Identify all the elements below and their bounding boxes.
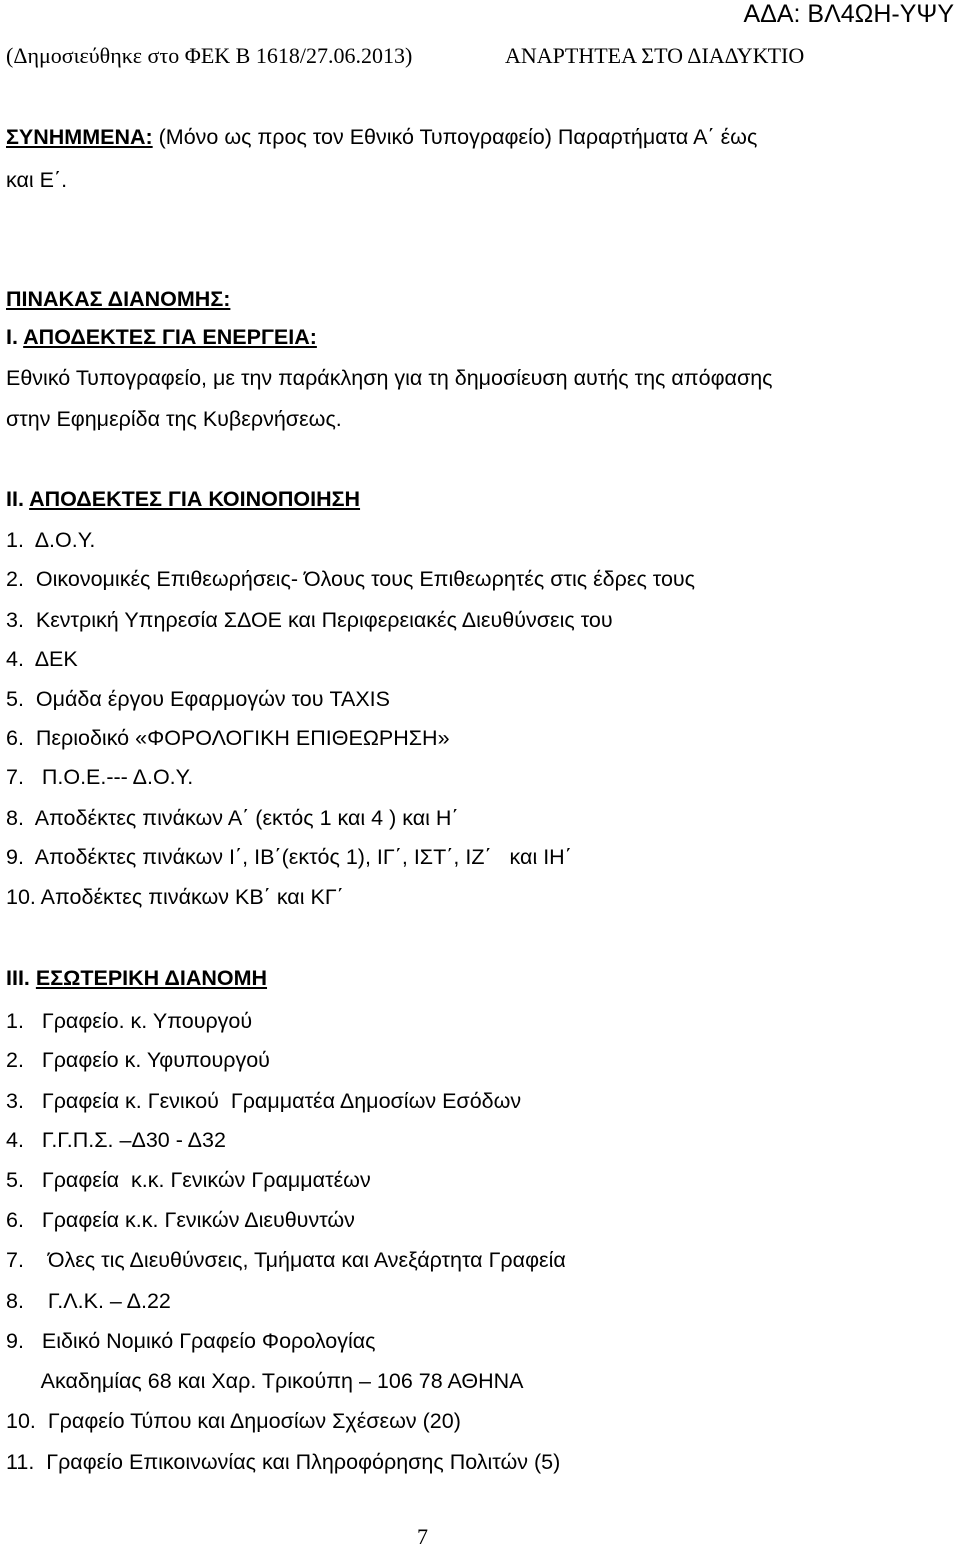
list-item: 8. Γ.Λ.Κ. – Δ.22 [6,1289,171,1313]
list-item: 10. Αποδέκτες πινάκων ΚΒ΄ και ΚΓ΄ [6,885,344,909]
section-1-heading [6,325,317,350]
list-item: 9. Ειδικό Νομικό Γραφείο Φορολογίας [6,1329,376,1353]
list-item: 11. Γραφείο Επικοινωνίας και Πληροφόρησης Πολιτών (5) [6,1450,561,1474]
list-item: 6. Γραφεία κ.κ. Γενικών Διευθυντών [6,1208,355,1232]
list-item: 5. Γραφεία κ.κ. Γενικών Γραμματέων [6,1168,371,1192]
list-item-continuation: Ακαδημίας 68 και Χαρ. Τρικούπη – 106 78 ΑΘΗΝΑ [6,1369,524,1393]
attachments-line [6,125,757,150]
posting-note: ΑΝΑΡΤΗΤΕΑ ΣΤΟ ΔΙΑΔΥΚΤΙΟ [505,43,805,68]
list-item: 3. Γραφεία κ. Γενικού Γραμματέα Δημοσίων Εσόδων [6,1089,522,1113]
attachments-label: ΣΥΝΗΜΜΕΝΑ: [6,125,153,149]
list-item: 6. Περιοδικό «ΦΟΡΟΛΟΓΙΚΗ ΕΠΙΘΕΩΡΗΣΗ» [6,726,450,750]
attachments-cont: και Ε΄. [6,168,68,192]
section-1-number: Ι. [6,325,18,349]
section-1-line-2: στην Εφημερίδα της Κυβερνήσεως. [6,407,342,431]
list-item: 5. Ομάδα έργου Εφαρμογών του TAXIS [6,687,390,711]
list-item: 4. Γ.Γ.Π.Σ. –Δ30 - Δ32 [6,1128,226,1152]
list-item: 1. Δ.Ο.Υ. [6,528,96,552]
section-2-heading [6,487,360,512]
list-item: 2. Γραφείο κ. Υφυπουργού [6,1048,270,1072]
section-2-title: ΑΠΟΔΕΚΤΕΣ ΓΙΑ ΚΟΙΝΟΠΟΙΗΣΗ [29,487,361,511]
list-item: 7. Όλες τις Διευθύνσεις, Τμήματα και Ανεξάρτητα Γραφεία [6,1248,566,1272]
section-2-number: ΙΙ. [6,487,24,511]
list-item: 3. Κεντρική Υπηρεσία ΣΔΟΕ και Περιφερειακές Διευθύνσεις του [6,608,613,632]
section-3-heading [6,966,267,991]
section-1-line-1: Εθνικό Τυπογραφείο, με την παράκληση για τη δημοσίευση αυτής της απόφασης [6,366,773,390]
section-3-number: ΙΙΙ. [6,966,30,990]
page-number: 7 [417,1524,428,1549]
list-item: 2. Οικονομικές Επιθεωρήσεις- Όλους τους Επιθεωρητές στις έδρες τους [6,567,696,591]
list-item: 1. Γραφείο. κ. Υπουργού [6,1009,253,1033]
list-item: 9. Αποδέκτες πινάκων Ι΄, ΙΒ΄(εκτός 1), ΙΓ΄, ΙΣΤ΄, ΙΖ΄ και ΙΗ΄ [6,845,572,869]
section-1-title: ΑΠΟΔΕΚΤΕΣ ΓΙΑ ΕΝΕΡΓΕΙΑ: [23,325,317,349]
ada-code: ΑΔΑ: ΒΛ4ΩΗ-ΥΨΥ [743,0,954,28]
list-item: 8. Αποδέκτες πινάκων Α΄ (εκτός 1 και 4 ) και Η΄ [6,806,459,830]
publication-note: (Δημοσιεύθηκε στο ΦΕΚ Β 1618/27.06.2013) [6,43,413,68]
section-3-title: ΕΣΩΤΕΡΙΚΗ ΔΙΑΝΟΜΗ [35,966,268,990]
list-item: 10. Γραφείο Τύπου και Δημοσίων Σχέσεων (20) [6,1409,461,1433]
list-item: 7. Π.Ο.Ε.--- Δ.Ο.Υ. [6,765,194,789]
attachments-text: (Μόνο ως προς τον Εθνικό Τυπογραφείο) Παραρτήματα Α΄ έως [152,125,758,149]
list-item: 4. ΔΕΚ [6,647,78,671]
distribution-title: ΠΙΝΑΚΑΣ ΔΙΑΝΟΜΗΣ: [6,287,231,311]
